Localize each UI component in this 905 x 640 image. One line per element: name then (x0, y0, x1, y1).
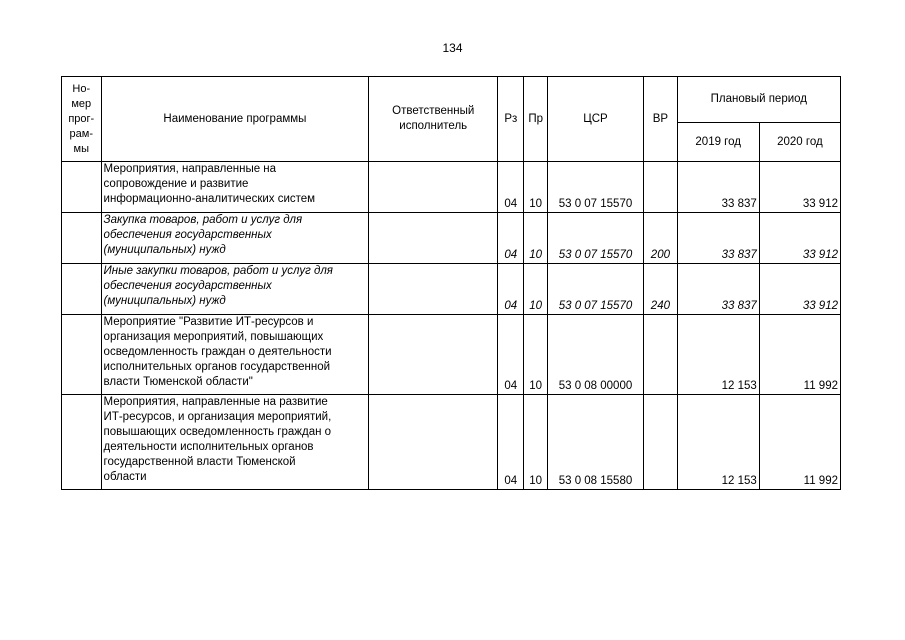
table-body (62, 162, 841, 490)
header-program-number-line: рам- (69, 127, 93, 140)
cell-pr: 10 (524, 395, 547, 490)
cell-vr: 240 (644, 264, 677, 315)
cell-program-name (101, 213, 369, 264)
table-row (62, 213, 841, 264)
header-vr: ВР (644, 77, 677, 162)
cell-csr: 53 0 07 15570 (547, 213, 643, 264)
header-program-number-line: прог- (68, 112, 95, 125)
cell-amount-2019: 12 153 (677, 395, 759, 490)
cell-program-name-line: обеспечения государственных (103, 229, 272, 241)
table-row (62, 395, 841, 490)
cell-executor (369, 315, 498, 395)
cell-program-name (101, 395, 369, 490)
cell-program-name-line: организация мероприятий, повышающих (103, 331, 324, 343)
cell-amount-2020: 11 992 (759, 315, 840, 395)
cell-program-name-line: исполнительных органов государственной (103, 361, 331, 373)
cell-vr (644, 395, 677, 490)
header-executor-line: Ответственный (392, 105, 475, 117)
table-header-row (62, 77, 841, 123)
cell-executor (369, 213, 498, 264)
cell-program-name-line: (муниципальных) нужд (103, 244, 226, 256)
header-program-number-line: Но- (72, 82, 91, 95)
cell-rz: 04 (498, 213, 524, 264)
page-number: 134 (442, 41, 463, 55)
cell-program-name-line: Мероприятие "Развитие ИТ-ресурсов и (103, 316, 314, 328)
cell-csr: 53 0 08 15580 (547, 395, 643, 490)
cell-program-name-line: обеспечения государственных (103, 280, 272, 292)
cell-program-name-line: осведомленность граждан о деятельности (103, 346, 332, 358)
cell-program-name (101, 264, 369, 315)
header-year-2020: 2020 год (759, 123, 840, 162)
cell-amount-2019: 33 837 (677, 213, 759, 264)
cell-pr: 10 (524, 213, 547, 264)
header-executor (369, 77, 498, 162)
cell-program-number (62, 162, 102, 213)
cell-program-name-line: власти Тюменской области" (103, 376, 253, 388)
cell-executor (369, 264, 498, 315)
table-row (62, 264, 841, 315)
cell-vr: 200 (644, 213, 677, 264)
cell-program-name-line: Мероприятия, направленные на (103, 163, 277, 175)
cell-program-number (62, 395, 102, 490)
cell-program-name-line: информационно-аналитических систем (103, 193, 316, 205)
cell-program-name (101, 315, 369, 395)
header-program-number-line: мы (73, 142, 89, 155)
table-row (62, 315, 841, 395)
cell-vr (644, 315, 677, 395)
cell-amount-2020: 33 912 (759, 264, 840, 315)
cell-rz: 04 (498, 162, 524, 213)
header-program-name: Наименование программы (101, 77, 369, 162)
cell-program-number (62, 213, 102, 264)
cell-csr: 53 0 07 15570 (547, 264, 643, 315)
cell-program-name-line: сопровождение и развитие (103, 178, 249, 190)
header-pr: Пр (524, 77, 547, 162)
header-planning-period: Плановый период (677, 77, 840, 123)
cell-rz: 04 (498, 264, 524, 315)
cell-executor (369, 162, 498, 213)
cell-amount-2019: 33 837 (677, 162, 759, 213)
cell-executor (369, 395, 498, 490)
cell-amount-2019: 12 153 (677, 315, 759, 395)
cell-program-name-line: области (103, 471, 147, 483)
table-row (62, 162, 841, 213)
cell-csr: 53 0 07 15570 (547, 162, 643, 213)
cell-program-name-line: Закупка товаров, работ и услуг для (103, 214, 303, 226)
header-program-number (62, 77, 102, 162)
header-rz: Рз (498, 77, 524, 162)
header-year-2019: 2019 год (677, 123, 759, 162)
cell-program-number (62, 315, 102, 395)
cell-program-name-line: Иные закупки товаров, работ и услуг для (103, 265, 333, 277)
cell-csr: 53 0 08 00000 (547, 315, 643, 395)
cell-program-number (62, 264, 102, 315)
cell-program-name-line: Мероприятия, направленные на развитие (103, 396, 328, 408)
cell-program-name-line: ИТ-ресурсов, и организация мероприятий, (103, 411, 332, 423)
cell-pr: 10 (524, 264, 547, 315)
cell-program-name-line: государственной власти Тюменской (103, 456, 296, 468)
header-program-number-line: мер (71, 97, 92, 110)
cell-program-name-line: деятельности исполнительных органов (103, 441, 314, 453)
cell-amount-2020: 33 912 (759, 162, 840, 213)
header-csr: ЦСР (547, 77, 643, 162)
cell-amount-2020: 33 912 (759, 213, 840, 264)
cell-program-name-line: повышающих осведомленность граждан о (103, 426, 332, 438)
cell-pr: 10 (524, 315, 547, 395)
cell-rz: 04 (498, 395, 524, 490)
budget-table (61, 76, 841, 490)
cell-amount-2019: 33 837 (677, 264, 759, 315)
header-executor-line: исполнитель (399, 120, 468, 132)
cell-program-name (101, 162, 369, 213)
cell-vr (644, 162, 677, 213)
cell-rz: 04 (498, 315, 524, 395)
cell-pr: 10 (524, 162, 547, 213)
cell-amount-2020: 11 992 (759, 395, 840, 490)
cell-program-name-line: (муниципальных) нужд (103, 295, 226, 307)
